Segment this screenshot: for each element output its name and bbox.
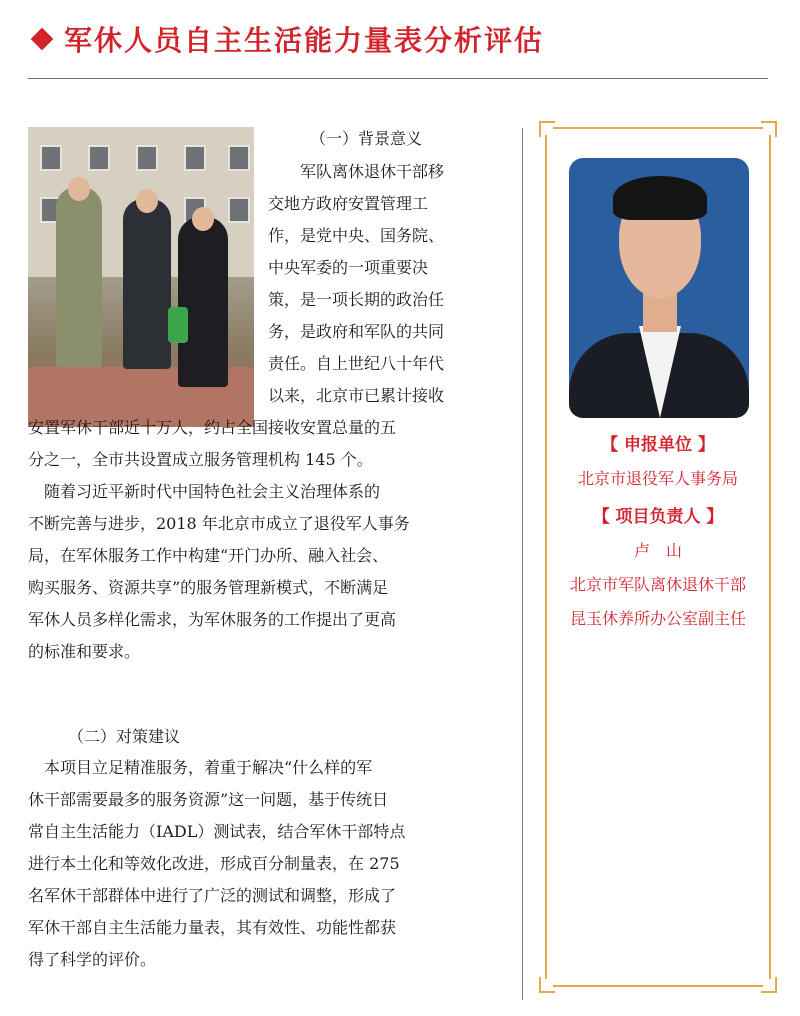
photo-person: [123, 199, 171, 369]
paragraph-line: 责任。自上世纪八十年代: [268, 354, 445, 373]
section-heading-recommendations: （二）对策建议: [68, 727, 181, 746]
paragraph-line: 军队离休退休干部移: [300, 162, 445, 181]
paragraph-line: 不断完善与进步，2018 年北京市成立了退役军人事务: [28, 514, 410, 533]
leader-title-line-2: 昆玉休养所办公室副主任: [569, 609, 746, 628]
paragraph-line: 购买服务、资源共享”的服务管理新模式，不断满足: [28, 578, 389, 597]
section-heading-background: （一）背景意义: [310, 129, 423, 148]
frame-corner: [761, 121, 777, 137]
photo-person-head: [136, 189, 158, 213]
photo-window: [136, 145, 158, 171]
leader-portrait: [569, 158, 749, 418]
paragraph-line: 进行本土化和等效化改进，形成百分制量表，在 275: [28, 854, 400, 873]
portrait-hair: [613, 176, 707, 220]
section-2-text: [28, 752, 510, 976]
paragraph-line: 的标准和要求。: [28, 642, 141, 661]
photo-person-head: [192, 207, 214, 231]
paragraph-line: 得了科学的评价。: [28, 950, 157, 969]
page-title: 军休人员自主生活能力量表分析评估: [64, 24, 545, 57]
paragraph-line: 安置军休干部近十万人，约占全国接收安置总量的五: [28, 418, 397, 437]
leader-title-line-1: 北京市军队离休退休干部: [569, 575, 746, 594]
paragraph-line: 交地方政府安置管理工: [268, 194, 429, 213]
frame-line-top: [553, 127, 763, 129]
photo-window: [88, 145, 110, 171]
photo-window: [228, 145, 250, 171]
frame-corner: [539, 121, 555, 137]
photo-window: [40, 145, 62, 171]
paragraph-line: 本项目立足精准服务，着重于解决“什么样的军: [28, 758, 373, 777]
paragraph-line: 军休人员多样化需求，为军休服务的工作提出了更高: [28, 610, 397, 629]
title-divider: [28, 78, 768, 79]
frame-corner: [761, 977, 777, 993]
title-row: [30, 14, 544, 64]
frame-line-bottom: [553, 985, 763, 987]
paragraph-line: 常自主生活能力（IADL）测试表，结合军休干部特点: [28, 822, 406, 841]
paragraph-line: 分之一，全市共设置成立服务管理机构 145 个。: [28, 450, 373, 469]
photo-person: [178, 217, 228, 387]
photo-person: [56, 187, 102, 367]
paragraph-line: 务，是政府和军队的共同: [268, 322, 445, 341]
leader-label: 【 项目负责人 】: [592, 507, 724, 527]
photo-person-head: [68, 177, 90, 201]
photo-green-bag: [168, 307, 188, 343]
frame-corner: [539, 977, 555, 993]
paragraph-line: 以来，北京市已累计接收: [268, 386, 445, 405]
diamond-bullet-icon: [31, 28, 54, 51]
section-1-text-wrapped: [268, 156, 510, 412]
article-photo: [28, 127, 254, 427]
section-1-text-full: [28, 412, 510, 668]
paragraph-line: 随着习近平新时代中国特色社会主义治理体系的: [28, 482, 381, 501]
photo-window: [184, 145, 206, 171]
leader-name: 卢 山: [633, 541, 682, 560]
unit-name: 北京市退役军人事务局: [577, 469, 738, 488]
paragraph-line: 休干部需要最多的服务资源”这一问题，基于传统日: [28, 790, 389, 809]
paragraph-line: 军休干部自主生活能力量表，其有效性、功能性都获: [28, 918, 397, 937]
paragraph-line: 局，在军休服务工作中构建“开门办所、融入社会、: [28, 546, 389, 565]
paragraph-line: 作，是党中央、国务院、: [268, 226, 445, 245]
paragraph-line: 中央军委的一项重要决: [268, 258, 429, 277]
paragraph-line: 策，是一项长期的政治任: [268, 290, 445, 309]
unit-label: 【 申报单位 】: [601, 435, 715, 455]
photo-window: [228, 197, 250, 223]
column-divider: [522, 128, 523, 1000]
paragraph-line: 名军休干部群体中进行了广泛的测试和调整，形成了: [28, 886, 397, 905]
